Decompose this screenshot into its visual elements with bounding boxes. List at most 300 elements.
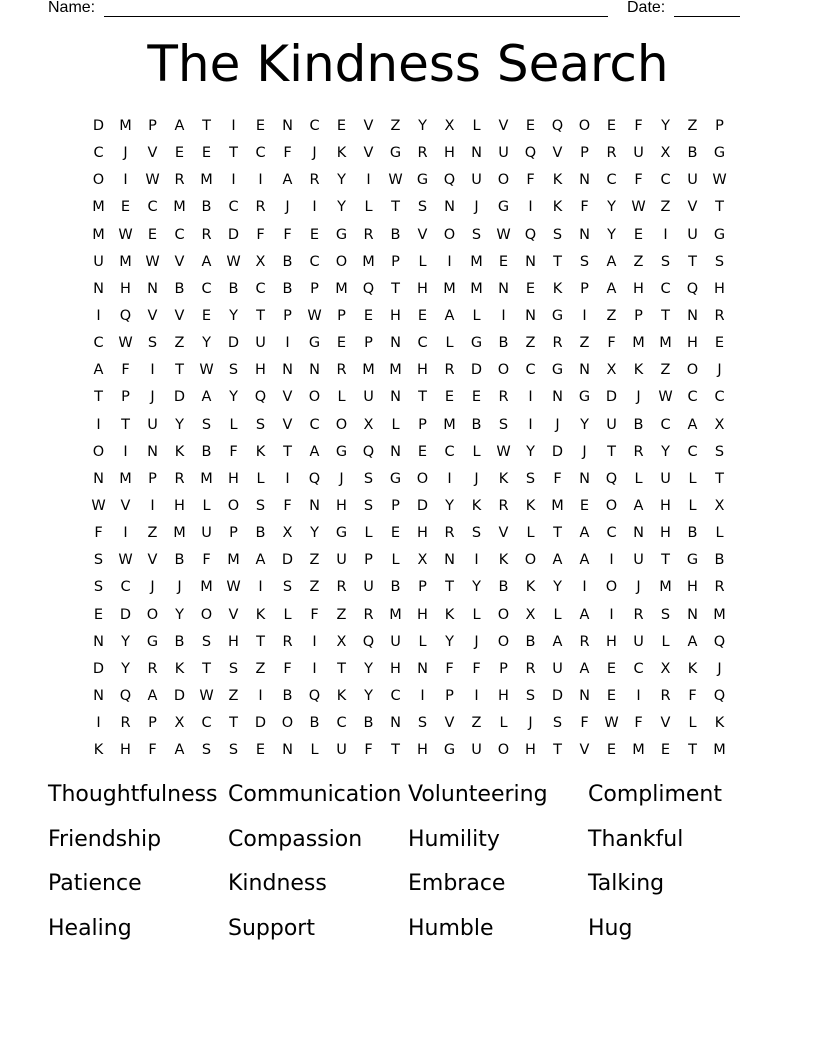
grid-letter: F xyxy=(310,606,319,623)
grid-letter: F xyxy=(202,552,211,569)
grid-letter: C xyxy=(309,118,320,134)
word-item: Humble xyxy=(408,916,494,942)
grid-letter: D xyxy=(173,389,186,406)
grid-letter: R xyxy=(255,199,266,216)
grid-letter: Y xyxy=(310,525,319,542)
grid-letter: R xyxy=(660,687,671,704)
grid-letter: N xyxy=(633,525,644,542)
grid-letter: P xyxy=(418,579,427,596)
grid-letter: K xyxy=(498,552,509,569)
grid-letter: V xyxy=(228,606,239,623)
grid-letter: N xyxy=(687,307,698,324)
word-item: Healing xyxy=(48,916,132,942)
header xyxy=(48,0,742,20)
grid-letter: R xyxy=(444,362,455,379)
grid-letter: R xyxy=(633,443,644,460)
grid-letter: S xyxy=(525,687,536,704)
grid-letter: H xyxy=(120,280,131,297)
grid-letter: B xyxy=(201,199,212,216)
grid-letter: N xyxy=(390,715,401,732)
grid-letter: H xyxy=(525,742,536,759)
grid-letter: A xyxy=(579,552,590,569)
grid-letter: K xyxy=(174,660,185,677)
grid-letter: R xyxy=(336,579,347,596)
grid-letter: J xyxy=(636,579,641,596)
grid-letter: R xyxy=(525,660,536,677)
grid-letter: N xyxy=(471,145,482,162)
grid-letter: W xyxy=(712,172,727,189)
grid-letter: B xyxy=(309,715,320,732)
grid-letter: F xyxy=(283,660,292,677)
grid-letter: U xyxy=(201,525,212,542)
grid-letter: T xyxy=(553,525,562,542)
grid-letter: D xyxy=(551,687,564,704)
grid-letter: N xyxy=(390,443,401,460)
grid-letter: Y xyxy=(337,199,346,216)
grid-letter: B xyxy=(174,633,185,650)
grid-letter: G xyxy=(470,335,483,352)
grid-letter: O xyxy=(335,253,348,270)
grid-letter: Y xyxy=(445,497,454,514)
grid-letter: U xyxy=(336,552,347,569)
grid-letter: U xyxy=(606,416,617,433)
grid-letter: F xyxy=(688,687,697,704)
grid-letter: R xyxy=(363,226,374,243)
grid-letter: E xyxy=(444,389,455,406)
grid-letter: P xyxy=(283,307,292,324)
grid-letter: C xyxy=(201,280,212,297)
grid-letter: F xyxy=(634,172,643,189)
grid-letter: T xyxy=(202,660,211,677)
grid-letter: N xyxy=(309,497,320,514)
grid-letter: J xyxy=(339,470,344,487)
grid-letter: H xyxy=(336,497,347,514)
grid-letter: G xyxy=(146,633,159,650)
grid-letter: N xyxy=(390,335,401,352)
grid-letter: Y xyxy=(175,416,184,433)
grid-letter: O xyxy=(335,416,348,433)
grid-letter: S xyxy=(201,416,212,433)
grid-letter: X xyxy=(255,253,266,270)
grid-letter: E xyxy=(336,118,347,134)
grid-letter: L xyxy=(526,525,535,542)
grid-row xyxy=(85,493,733,520)
grid-letter: R xyxy=(444,525,455,542)
grid-letter: S xyxy=(498,416,509,433)
grid-letter: I xyxy=(312,660,317,677)
grid-letter: Q xyxy=(713,633,726,650)
grid-letter: W xyxy=(199,362,214,379)
grid-row xyxy=(85,710,733,737)
grid-letter: S xyxy=(255,416,266,433)
word-item: Embrace xyxy=(408,871,506,897)
grid-letter: S xyxy=(93,552,104,569)
grid-letter: P xyxy=(634,307,643,324)
grid-letter: B xyxy=(255,525,266,542)
grid-row xyxy=(85,466,733,493)
grid-letter: T xyxy=(175,362,184,379)
grid-letter: B xyxy=(687,145,698,162)
grid-letter: B xyxy=(363,715,374,732)
grid-letter: P xyxy=(418,416,427,433)
grid-letter: L xyxy=(391,416,400,433)
grid-letter: J xyxy=(555,416,560,433)
grid-letter: Y xyxy=(607,199,616,216)
grid-letter: E xyxy=(147,226,158,243)
grid-letter: C xyxy=(201,715,212,732)
grid-letter: X xyxy=(714,497,725,514)
grid-letter: V xyxy=(498,525,509,542)
grid-letter: U xyxy=(471,742,482,759)
grid-letter: I xyxy=(123,525,128,542)
grid-letter: P xyxy=(148,470,157,487)
grid-letter: E xyxy=(174,145,185,162)
grid-letter: I xyxy=(258,579,263,596)
grid-letter: Y xyxy=(229,389,238,406)
grid-letter: C xyxy=(174,226,185,243)
grid-letter: J xyxy=(717,660,722,677)
grid-letter: E xyxy=(606,742,617,759)
grid-letter: T xyxy=(661,307,670,324)
grid-letter: P xyxy=(580,145,589,162)
grid-letter: L xyxy=(229,416,238,433)
grid-letter: X xyxy=(444,118,455,134)
grid-letter: I xyxy=(96,416,101,433)
grid-letter: B xyxy=(390,226,401,243)
grid-letter: H xyxy=(633,280,644,297)
grid-letter: O xyxy=(497,606,510,623)
grid-letter: A xyxy=(606,280,617,297)
grid-letter: L xyxy=(364,199,373,216)
grid-letter: H xyxy=(417,280,428,297)
grid-letter: C xyxy=(147,199,158,216)
grid-letter: G xyxy=(713,145,726,162)
grid-letter: G xyxy=(335,525,348,542)
grid-letter: S xyxy=(93,579,104,596)
grid-letter: I xyxy=(231,118,236,134)
grid-letter: M xyxy=(200,172,213,189)
grid-letter: C xyxy=(120,579,131,596)
grid-letter: F xyxy=(634,118,643,134)
grid-letter: P xyxy=(580,280,589,297)
grid-letter: K xyxy=(471,497,482,514)
grid-letter: J xyxy=(636,389,641,406)
grid-letter: T xyxy=(337,660,346,677)
grid-letter: N xyxy=(93,280,104,297)
grid-letter: O xyxy=(200,606,213,623)
grid-letter: Z xyxy=(660,362,671,379)
grid-letter: L xyxy=(661,633,670,650)
grid-letter: W xyxy=(226,253,241,270)
grid-letter: H xyxy=(444,145,455,162)
grid-letter: Z xyxy=(309,552,320,569)
grid-letter: Q xyxy=(254,389,267,406)
grid-letter: M xyxy=(389,362,402,379)
grid-letter: S xyxy=(525,470,536,487)
grid-letter: E xyxy=(579,497,590,514)
grid-letter: L xyxy=(418,253,427,270)
grid-letter: C xyxy=(255,280,266,297)
grid-letter: P xyxy=(445,687,454,704)
grid-letter: D xyxy=(92,118,105,134)
grid-letter: M xyxy=(92,199,105,216)
grid-letter: Z xyxy=(579,335,590,352)
grid-letter: B xyxy=(525,633,536,650)
grid-letter: F xyxy=(472,660,481,677)
grid-letter: A xyxy=(282,172,293,189)
grid-letter: C xyxy=(417,335,428,352)
grid-letter: W xyxy=(118,226,133,243)
grid-letter: Q xyxy=(524,226,537,243)
grid-letter: A xyxy=(579,660,590,677)
grid-letter: S xyxy=(228,660,239,677)
grid-letter: V xyxy=(147,307,158,324)
grid-letter: M xyxy=(119,118,132,134)
grid-letter: J xyxy=(177,579,182,596)
grid-letter: M xyxy=(119,253,132,270)
grid-letter: Q xyxy=(119,307,132,324)
grid-letter: G xyxy=(389,470,402,487)
grid-letter: M xyxy=(389,606,402,623)
grid-letter: O xyxy=(578,118,591,134)
grid-letter: Y xyxy=(364,660,373,677)
grid-letter: E xyxy=(255,118,266,134)
grid-letter: L xyxy=(634,470,643,487)
grid-letter: H xyxy=(228,633,239,650)
grid-letter: I xyxy=(663,226,668,243)
grid-letter: L xyxy=(418,633,427,650)
grid-letter: D xyxy=(227,226,240,243)
grid-letter: Z xyxy=(147,525,158,542)
grid-letter: O xyxy=(92,172,105,189)
grid-letter: K xyxy=(444,606,455,623)
page-title: The Kindness Search xyxy=(147,35,669,93)
grid-letter: Q xyxy=(362,443,375,460)
grid-letter: T xyxy=(229,715,238,732)
grid-letter: T xyxy=(688,253,697,270)
grid-letter: A xyxy=(444,307,455,324)
grid-letter: I xyxy=(528,389,533,406)
name-line xyxy=(104,16,608,17)
grid-letter: A xyxy=(147,687,158,704)
grid-letter: B xyxy=(282,280,293,297)
grid-letter: S xyxy=(714,253,725,270)
grid-letter: R xyxy=(552,335,563,352)
grid-letter: T xyxy=(121,416,130,433)
grid-letter: D xyxy=(173,687,186,704)
grid-letter: N xyxy=(525,307,536,324)
grid-letter: I xyxy=(609,606,614,623)
grid-letter: I xyxy=(312,199,317,216)
grid-letter: H xyxy=(687,579,698,596)
grid-letter: I xyxy=(528,416,533,433)
grid-letter: L xyxy=(256,470,265,487)
grid-letter: S xyxy=(714,443,725,460)
grid-letter: C xyxy=(255,145,266,162)
word-list xyxy=(48,777,788,956)
grid-letter: K xyxy=(525,497,536,514)
grid-letter: I xyxy=(447,470,452,487)
grid-letter: I xyxy=(636,687,641,704)
name-label: Name: xyxy=(48,0,96,16)
grid-letter: A xyxy=(552,633,563,650)
grid-letter: Z xyxy=(660,199,671,216)
grid-letter: A xyxy=(606,253,617,270)
grid-letter: R xyxy=(174,470,185,487)
grid-letter: H xyxy=(660,525,671,542)
grid-letter: V xyxy=(417,226,428,243)
grid-letter: J xyxy=(150,389,155,406)
grid-letter: I xyxy=(474,687,479,704)
grid-letter: S xyxy=(471,525,482,542)
grid-letter: M xyxy=(119,470,132,487)
grid-letter: Z xyxy=(228,687,239,704)
grid-letter: S xyxy=(660,606,671,623)
grid-letter: S xyxy=(147,335,158,352)
grid-letter: C xyxy=(336,715,347,732)
grid-letter: D xyxy=(416,497,429,514)
grid-letter: T xyxy=(283,443,292,460)
grid-letter: K xyxy=(336,687,347,704)
grid-letter: J xyxy=(717,362,722,379)
grid-letter: P xyxy=(364,335,373,352)
grid-letter: T xyxy=(553,742,562,759)
grid-letter: N xyxy=(444,199,455,216)
grid-letter: R xyxy=(363,606,374,623)
word-item: Humility xyxy=(408,826,500,852)
grid-letter: T xyxy=(391,742,400,759)
grid-letter: V xyxy=(147,552,158,569)
grid-letter: Q xyxy=(362,633,375,650)
grid-letter: T xyxy=(688,742,697,759)
grid-letter: L xyxy=(445,335,454,352)
grid-letter: F xyxy=(526,172,535,189)
grid-letter: M xyxy=(227,552,240,569)
grid-letter: O xyxy=(605,497,618,514)
grid-letter: L xyxy=(688,470,697,487)
grid-letter: M xyxy=(173,525,186,542)
grid-letter: M xyxy=(659,335,672,352)
grid-letter: Y xyxy=(607,226,616,243)
grid-letter: R xyxy=(282,633,293,650)
grid-letter: U xyxy=(552,660,563,677)
grid-letter: Q xyxy=(686,280,699,297)
grid-letter: C xyxy=(309,416,320,433)
grid-letter: D xyxy=(227,335,240,352)
grid-letter: X xyxy=(363,416,374,433)
grid-letter: B xyxy=(228,280,239,297)
grid-letter: L xyxy=(364,525,373,542)
grid-letter: F xyxy=(283,226,292,243)
grid-letter: S xyxy=(363,497,374,514)
grid-letter: H xyxy=(255,362,266,379)
grid-letter: M xyxy=(632,335,645,352)
grid-letter: N xyxy=(282,118,293,134)
grid-letter: L xyxy=(715,525,724,542)
grid-letter: B xyxy=(201,443,212,460)
grid-letter: N xyxy=(498,280,509,297)
grid-letter: S xyxy=(471,226,482,243)
word-row xyxy=(48,777,788,822)
grid-letter: I xyxy=(258,687,263,704)
grid-letter: R xyxy=(579,633,590,650)
grid-letter: T xyxy=(391,280,400,297)
grid-letter: A xyxy=(174,742,185,759)
grid-letter: Y xyxy=(553,579,562,596)
grid-letter: Y xyxy=(445,633,454,650)
grid-letter: N xyxy=(282,362,293,379)
grid-letter: R xyxy=(714,307,725,324)
grid-letter: Q xyxy=(605,470,618,487)
grid-letter: X xyxy=(525,606,536,623)
grid-letter: R xyxy=(147,660,158,677)
grid-letter: X xyxy=(660,145,671,162)
grid-letter: W xyxy=(145,253,160,270)
word-item: Patience xyxy=(48,871,142,897)
grid-letter: X xyxy=(714,416,725,433)
grid-letter: L xyxy=(310,742,319,759)
grid-letter: K xyxy=(525,579,536,596)
grid-letter: A xyxy=(579,606,590,623)
grid-letter: X xyxy=(417,552,428,569)
grid-letter: Z xyxy=(174,335,185,352)
word-row xyxy=(48,866,788,911)
grid-letter: U xyxy=(471,172,482,189)
grid-letter: Y xyxy=(121,633,130,650)
grid-letter: N xyxy=(93,470,104,487)
grid-row xyxy=(85,357,733,384)
grid-letter: E xyxy=(309,226,320,243)
grid-letter: A xyxy=(174,118,185,134)
grid-letter: H xyxy=(120,742,131,759)
grid-letter: I xyxy=(582,579,587,596)
grid-letter: W xyxy=(631,199,646,216)
grid-letter: N xyxy=(282,742,293,759)
word-item: Compliment xyxy=(588,782,722,807)
grid-row xyxy=(85,520,733,547)
grid-letter: C xyxy=(660,172,671,189)
grid-row xyxy=(85,412,733,439)
grid-letter: I xyxy=(312,633,317,650)
grid-letter: C xyxy=(660,280,671,297)
grid-letter: P xyxy=(364,552,373,569)
grid-letter: O xyxy=(497,633,510,650)
grid-row xyxy=(85,574,733,601)
grid-letter: R xyxy=(633,606,644,623)
grid-letter: Y xyxy=(337,172,346,189)
word-item: Thoughtfulness xyxy=(48,782,218,807)
grid-letter: F xyxy=(229,443,238,460)
grid-letter: G xyxy=(713,226,726,243)
grid-letter: V xyxy=(363,118,374,134)
grid-letter: B xyxy=(687,525,698,542)
grid-letter: E xyxy=(120,199,131,216)
grid-letter: O xyxy=(308,389,321,406)
grid-letter: Q xyxy=(551,118,564,134)
grid-letter: I xyxy=(447,253,452,270)
grid-letter: D xyxy=(119,606,132,623)
grid-letter: Y xyxy=(661,118,670,134)
grid-letter: L xyxy=(337,389,346,406)
grid-letter: I xyxy=(231,172,236,189)
grid-letter: N xyxy=(444,552,455,569)
grid-letter: S xyxy=(417,199,428,216)
grid-letter: G xyxy=(497,199,510,216)
grid-letter: X xyxy=(660,660,671,677)
grid-letter: H xyxy=(498,687,509,704)
grid-row xyxy=(85,737,733,764)
grid-letter: O xyxy=(227,497,240,514)
